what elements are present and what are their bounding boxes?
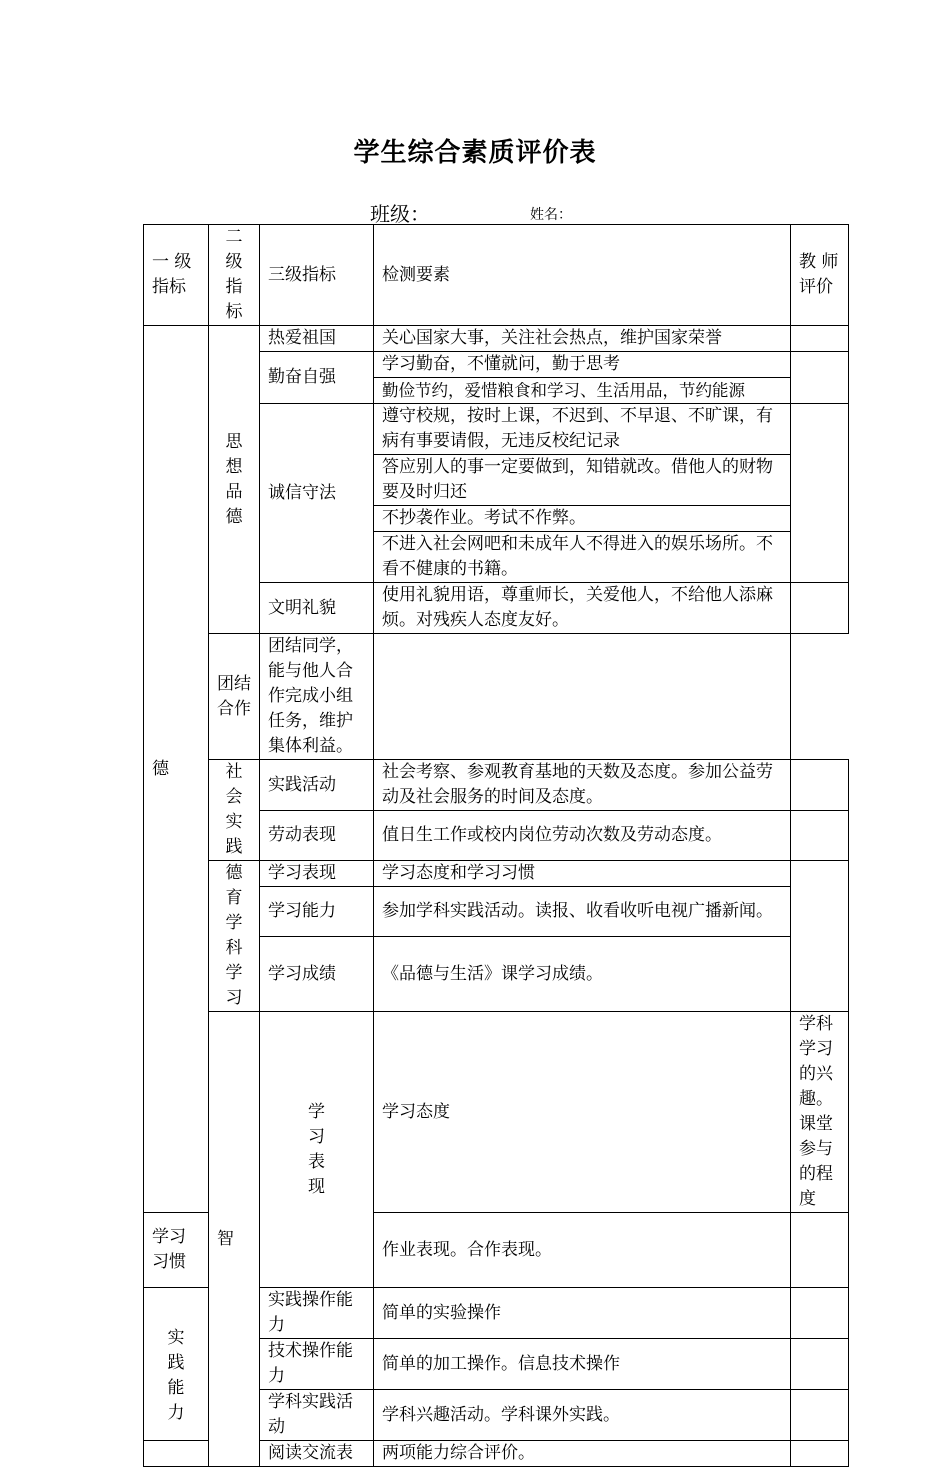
level2-deyu: 德 育 学 科 学 习 <box>209 861 260 1012</box>
header-level2: 二 级 指 标 <box>209 225 260 326</box>
teacher-eval-cell <box>791 404 849 583</box>
teacher-eval-cell <box>791 326 849 352</box>
teacher-eval-cell <box>791 1441 849 1467</box>
header-teacher: 教 师 评价 <box>791 225 849 326</box>
element-cell: 参加学科实践活动。读报、收看收听电视广播新闻。 <box>374 887 791 937</box>
level3-cell: 技术操作能力 <box>260 1339 374 1390</box>
teacher-eval-cell <box>791 1390 849 1441</box>
element-cell: 《品德与生活》课学习成绩。 <box>374 937 791 1012</box>
level2-xuexi: 学 习 表 现 <box>260 1012 374 1288</box>
teacher-eval-cell <box>791 352 849 404</box>
table-row <box>144 861 849 887</box>
level3-cell: 学习态度 <box>374 1012 791 1213</box>
header-elements: 检测要素 <box>374 225 791 326</box>
table-row <box>144 634 849 760</box>
level3-cell: 文明礼貌 <box>260 583 374 634</box>
element-cell: 不抄袭作业。考试不作弊。 <box>374 506 791 532</box>
element-cell: 答应别人的事一定要做到，知错就改。借他人的财物要及时归还 <box>374 455 791 506</box>
header-row <box>144 225 849 326</box>
element-cell: 勤俭节约，爱惜粮食和学习、生活用品，节约能源 <box>374 378 791 404</box>
level3-cell: 学习成绩 <box>260 937 374 1012</box>
level3-cell: 学科实践活动 <box>260 1390 374 1441</box>
level1-zhi: 智 <box>209 1012 260 1467</box>
element-cell: 学科学习的兴趣。课堂参与的程度 <box>791 1012 849 1213</box>
level3-cell: 实践操作能力 <box>260 1288 374 1339</box>
teacher-eval-cell <box>791 1288 849 1339</box>
table-row <box>144 326 849 352</box>
page-title: 学生综合素质评价表 <box>353 138 597 168</box>
level3-cell: 劳动表现 <box>260 811 374 861</box>
element-cell: 团结同学，能与他人合作完成小组任务，维护集体利益。 <box>260 634 374 760</box>
level3-cell: 团结合作 <box>209 634 260 760</box>
level3-cell: 勤奋自强 <box>260 352 374 404</box>
element-cell: 使用礼貌用语，尊重师长，关爱他人，不给他人添麻烦。对残疾人态度友好。 <box>374 583 791 634</box>
element-cell: 学习态度和学习习惯 <box>374 861 791 887</box>
header-level3: 三级指标 <box>260 225 374 326</box>
element-cell: 不进入社会网吧和未成年人不得进入的娱乐场所。不看不健康的书籍。 <box>374 532 791 583</box>
element-cell: 遵守校规，按时上课，不迟到、不早退、不旷课，有病有事要请假，无违反校纪记录 <box>374 404 791 455</box>
element-cell: 作业表现。合作表现。 <box>374 1213 791 1288</box>
teacher-eval-cell <box>791 1339 849 1390</box>
teacher-eval-cell <box>374 634 791 760</box>
level1-de: 德 <box>144 326 209 1213</box>
level3-cell: 学习表现 <box>260 861 374 887</box>
table-row <box>144 1012 849 1213</box>
level2-empty <box>144 1441 209 1467</box>
element-cell: 值日生工作或校内岗位劳动次数及劳动态度。 <box>374 811 791 861</box>
level2-shijian-nengli: 实 践 能 力 <box>144 1288 209 1441</box>
level3-cell: 阅读交流表 <box>260 1441 374 1467</box>
teacher-eval-cell <box>791 861 849 1012</box>
teacher-eval-cell <box>791 760 849 811</box>
level2-shijian: 社 会 实 践 <box>209 760 260 861</box>
teacher-eval-cell <box>791 811 849 861</box>
level3-cell: 学习习惯 <box>144 1213 209 1288</box>
element-cell: 关心国家大事，关注社会热点，维护国家荣誉 <box>374 326 791 352</box>
name-label: 姓名： <box>530 207 572 223</box>
class-label: 班级： <box>370 202 430 226</box>
level2-sixiang: 思 想 品 德 <box>209 326 260 634</box>
element-cell: 学习勤奋，不懂就问，勤于思考 <box>374 352 791 378</box>
element-cell: 简单的加工操作。信息技术操作 <box>374 1339 791 1390</box>
element-cell: 两项能力综合评价。 <box>374 1441 791 1467</box>
level3-cell: 热爱祖国 <box>260 326 374 352</box>
level3-cell: 实践活动 <box>260 760 374 811</box>
table-row <box>144 760 849 811</box>
header-level1: 一 级 指标 <box>144 225 209 326</box>
element-cell: 社会考察、参观教育基地的天数及态度。参加公益劳动及社会服务的时间及态度。 <box>374 760 791 811</box>
evaluation-table <box>143 224 849 1467</box>
level3-cell: 学习能力 <box>260 887 374 937</box>
element-cell: 简单的实验操作 <box>374 1288 791 1339</box>
teacher-eval-cell <box>791 583 849 634</box>
element-cell: 学科兴趣活动。学科课外实践。 <box>374 1390 791 1441</box>
level3-cell: 诚信守法 <box>260 404 374 583</box>
